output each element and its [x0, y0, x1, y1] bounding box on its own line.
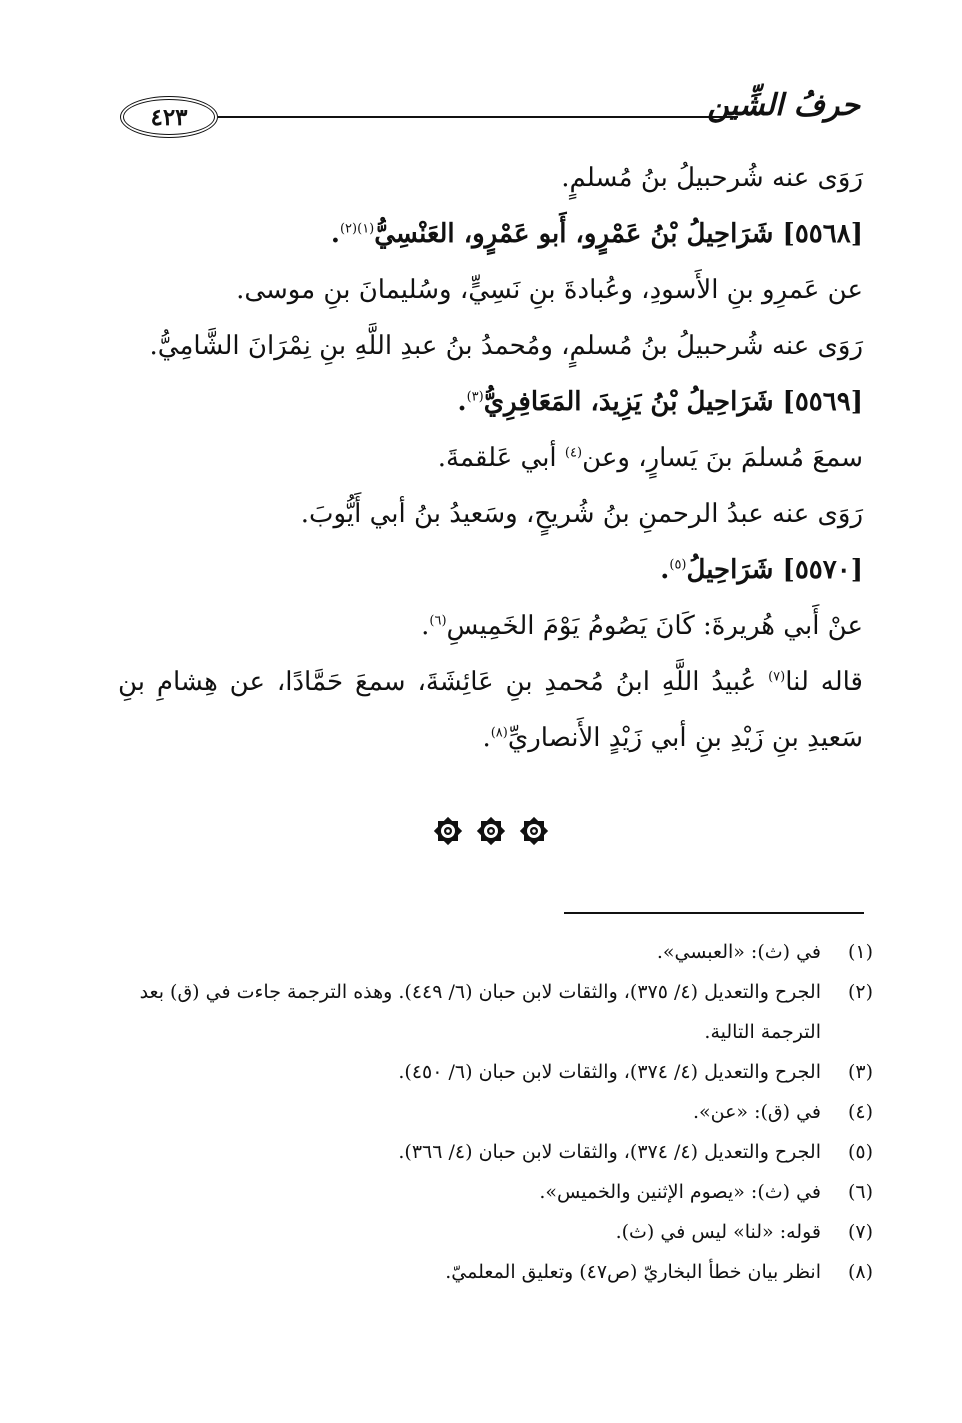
footnote-ref: (٨): [490, 725, 508, 741]
line-text: عُبيدُ اللَّهِ ابنُ مُحمدِ بنِ عَائِشَةَ، سمعَ حَمَّادًا، عن هِشامِ بنِ: [118, 667, 769, 697]
octagram-ornament-icon: [431, 814, 465, 848]
footnote-ref: (٧): [768, 669, 786, 685]
footnote-number: (٣): [847, 1061, 873, 1083]
footnote-number: (٧): [847, 1221, 873, 1243]
text-line: سَعيدِ بنِ زَيْدِ بنِ أبي زَيْدٍ الأَنصاريِّ$^{(٨)}$.: [482, 723, 863, 753]
page-header: [120, 88, 860, 148]
footnote-item: [128, 1172, 873, 1212]
line-text: رَوَى عنه عبدُ الرحمنِ بنُ شُريحٍ، وسَعيدُ بنُ أبي أَيُّوبَ.: [300, 499, 863, 529]
footnote-text: الجرح والتعديل (٤/ ٣٧٤)، والثقات لابن حبان (٦/ ٤٥٠).: [398, 1061, 821, 1083]
entry-title: [٥٥٦٨] شَرَاحِيلُ بْنُ عَمْرٍو، أَبو عَمْرٍو، العَنْسِيُّ: [374, 219, 863, 249]
entry-title: [٥٥٧٠] شَرَاحِيلُ: [686, 555, 863, 585]
footnote-item: [128, 1252, 873, 1292]
text-line: عنْ أَبي هُريرةَ: كَانَ يَصُومُ يَوْمَ الخَمِيسِ$^{(٦)}$.: [421, 611, 863, 641]
footnote-number: (٥): [847, 1141, 873, 1163]
footnote-text: قوله: «لنا» ليس في (ث).: [615, 1221, 821, 1243]
text-line: [118, 486, 863, 542]
line-text: قاله لنا: [785, 667, 863, 697]
text-line: [118, 654, 863, 710]
footnote-text: الجرح والتعديل (٤/ ٣٧٥)، والثقات لابن حبان (٦/ ٤٤٩). وهذه الترجمة جاءت في (ق) بعد الترجمة التالية.: [139, 981, 821, 1043]
footnote-number: (٦): [847, 1181, 873, 1203]
text-line: [118, 262, 863, 318]
text-line: [118, 150, 863, 206]
footnote-ref: (٣): [466, 389, 484, 405]
line-text: عنْ أَبي هُريرةَ: كَانَ يَصُومُ يَوْمَ الخَمِيسِ: [446, 611, 863, 641]
footnote-number: (٤): [847, 1101, 873, 1123]
footnote-item: [128, 1052, 873, 1092]
page-number: ٤٢٣: [120, 96, 218, 138]
footnote-number: (٢): [847, 981, 873, 1003]
section-end-ornament: [431, 814, 551, 848]
footnote-item: [128, 1132, 873, 1172]
chapter-title: حرفُ الشِّين: [707, 88, 860, 123]
footnote-number: (١): [847, 941, 873, 963]
footnote-text: في (ث): «يصوم الإثنين والخميس».: [539, 1181, 821, 1203]
header-rule: [218, 116, 738, 118]
footnotes: [128, 932, 873, 1292]
octagram-ornament-icon: [517, 814, 551, 848]
footnote-ref: (٥): [669, 557, 687, 573]
line-text: سَعيدِ بنِ زَيْدِ بنِ أبي زَيْدٍ الأَنصاريِّ: [507, 723, 863, 753]
octagram-ornament-icon: [474, 814, 508, 848]
footnote-ref: (١)(٢): [339, 221, 375, 237]
line-text: أبي عَلقمةَ.: [437, 443, 565, 473]
footnote-text: في (ث): «العبسي».: [656, 941, 821, 963]
footnote-item: [128, 1212, 873, 1252]
entry-title: [٥٥٦٩] شَرَاحِيلُ بْنُ يَزِيدَ، المَعَافِرِيُّ: [483, 387, 863, 417]
footnote-ref: (٤): [564, 445, 583, 461]
main-text: [118, 150, 863, 766]
line-text: سمعَ مُسلمَ بنَ يَسارٍ، وعن: [582, 443, 863, 473]
footnote-item: [128, 1092, 873, 1132]
line-text: رَوَى عنه شُرحبيلُ بنُ مُسلمٍ.: [561, 163, 863, 193]
line-text: عن عَمرِو بنِ الأَسودِ، وعُبادةَ بنِ نَسِيٍّ، وسُليمانَ بنِ موسى.: [236, 275, 863, 305]
footnote-item: [128, 972, 873, 1052]
footnote-text: انظر بيان خطأ البخاريّ (ص٤٧) وتعليق المعلميّ.: [445, 1261, 821, 1283]
entry-heading-5570: [٥٥٧٠] شَرَاحِيلُ$^{(٥)}$.: [660, 555, 863, 585]
footnote-text: في (ق): «عن».: [692, 1101, 821, 1123]
entry-heading-5568: [٥٥٦٨] شَرَاحِيلُ بْنُ عَمْرٍو، أَبو عَمْرٍو، العَنْسِيُّ$^{(١)(٢)}$.: [330, 219, 863, 249]
entry-heading-5569: [٥٥٦٩] شَرَاحِيلُ بْنُ يَزِيدَ، المَعَافِرِيُّ$^{(٣)}$.: [457, 387, 863, 417]
text-line: [118, 430, 863, 486]
footnote-item: [128, 932, 873, 972]
footnote-ref: (٦): [429, 613, 447, 629]
footnote-text: الجرح والتعديل (٤/ ٣٧٤)، والثقات لابن حبان (٤/ ٣٦٦).: [398, 1141, 821, 1163]
text-line: [118, 318, 863, 374]
footnote-separator: [564, 912, 864, 914]
footnote-number: (٨): [847, 1261, 873, 1283]
line-text: رَوَى عنه شُرحبيلُ بنُ مُسلمٍ، ومُحمدُ بنُ عبدِ اللَّهِ بنِ نِمْرَانَ الشَّامِيُّ.: [149, 331, 863, 361]
